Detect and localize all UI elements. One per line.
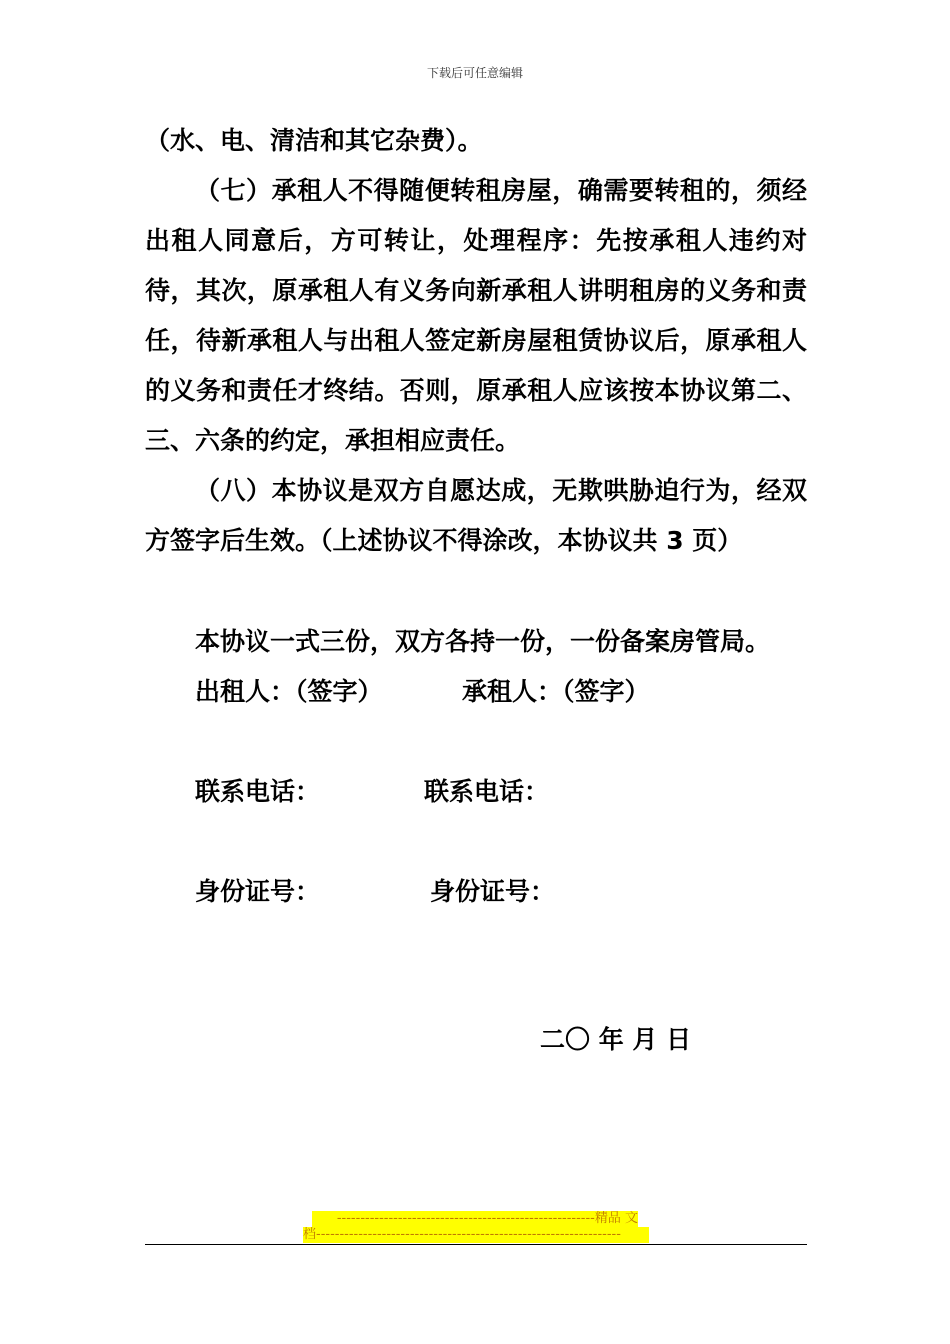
paragraph-clause-7: （七）承租人不得随便转租房屋，确需要转租的，须经出租人同意后，方可转让，处理程序：先按承租人违约对待，其次，原承租人有义务向新承租人讲明租房的义务和责任，待新承租人与出租人签定新房屋租赁协议后，原承租人的义务和责任才终结。否则，原承租人应该按本协议第二、三、六条的约定，承担相应责任。	[145, 176, 807, 455]
lessor-signature-label: 出租人：（签字）	[195, 677, 383, 706]
footer-watermark-line-1: -------------------------------------------------------精品 文	[312, 1211, 638, 1227]
footer-rule	[145, 1244, 807, 1245]
lessor-phone-label: 联系电话：	[195, 777, 321, 806]
copies-statement: 本协议一式三份，双方各持一份，一份备案房管局。	[195, 627, 771, 656]
header-note: 下载后可任意编辑	[426, 66, 523, 80]
paragraph-clause-8: （八）本协议是双方自愿达成，无欺哄胁迫行为，经双方签字后生效。（上述协议不得涂改，本协议共 3 页）	[145, 476, 807, 555]
lessor-id-label: 身份证号：	[195, 877, 321, 906]
footer-watermark-line-2: 档-----------------------------------------------------------------	[303, 1227, 649, 1243]
lessee-id-label: 身份证号：	[430, 877, 556, 906]
lessee-signature-label: 承租人：（签字）	[462, 677, 650, 706]
date-line: 二〇 年 月 日	[540, 1025, 692, 1054]
paragraph-fees: （水、电、清洁和其它杂费）。	[145, 126, 483, 155]
lessee-phone-label: 联系电话：	[424, 777, 550, 806]
